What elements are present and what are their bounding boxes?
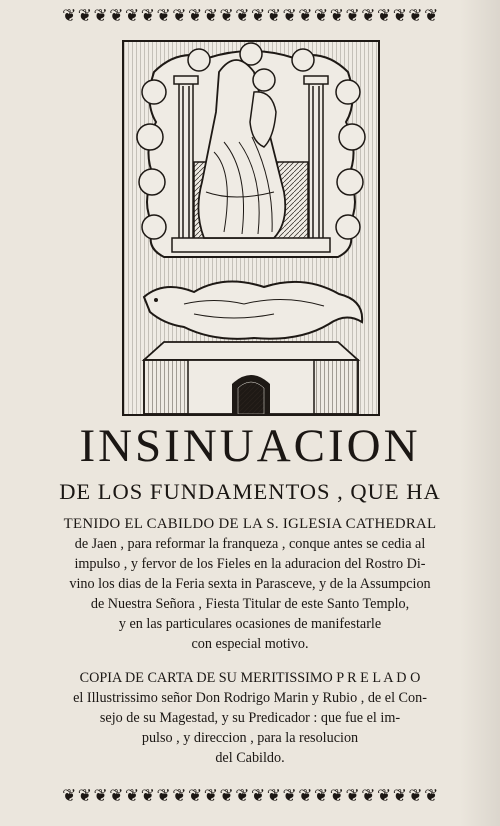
body-line: impulso , y fervor de los Fieles en la aduracion del Rostro Di- — [74, 556, 426, 572]
main-title: INSINUACION — [79, 420, 421, 472]
letter-line: del Cabildo. — [215, 750, 285, 766]
body-paragraph — [40, 534, 460, 654]
woodcut-illustration — [122, 40, 380, 416]
body-line: de Nuestra Señora , Fiesta Titular de este Santo Templo, — [90, 596, 410, 612]
bottom-ornament-border: ❦❦❦❦❦❦❦❦❦❦❦❦❦❦❦❦❦❦❦❦❦❦❦❦ — [62, 786, 440, 806]
virgin-and-child-woodcut — [124, 42, 378, 414]
letter-paragraph — [40, 668, 460, 768]
subtitle: DE LOS FUNDAMENTOS , QUE HA — [59, 479, 441, 504]
letter-line: pulso , y direccion , para la resolucion — [141, 730, 359, 746]
body-line: y en las particulares ocasiones de manifestarle — [118, 616, 382, 632]
body-line: vino los dias de la Feria sexta in Parasceve, y de la Assumpcion — [69, 576, 431, 592]
page-shadow — [460, 0, 500, 826]
letter-line: sejo de su Magestad, y su Predicador : que fue el im- — [99, 710, 401, 726]
subtitle-line: TENIDO EL CABILDO DE LA S. IGLESIA CATHEDRAL — [63, 516, 437, 532]
body-line: de Jaen , para reformar la franqueza , conque antes se cedia al — [74, 536, 426, 552]
letter-line: el Illustrissimo señor Don Rodrigo Marin y Rubio , de el Con- — [73, 690, 427, 706]
top-ornament-border: ❦❦❦❦❦❦❦❦❦❦❦❦❦❦❦❦❦❦❦❦❦❦❦❦ — [62, 6, 440, 26]
body-line: con especial motivo. — [191, 636, 309, 652]
letter-line: COPIA DE CARTA DE SU MERITISSIMO P R E L A D O — [79, 670, 421, 686]
